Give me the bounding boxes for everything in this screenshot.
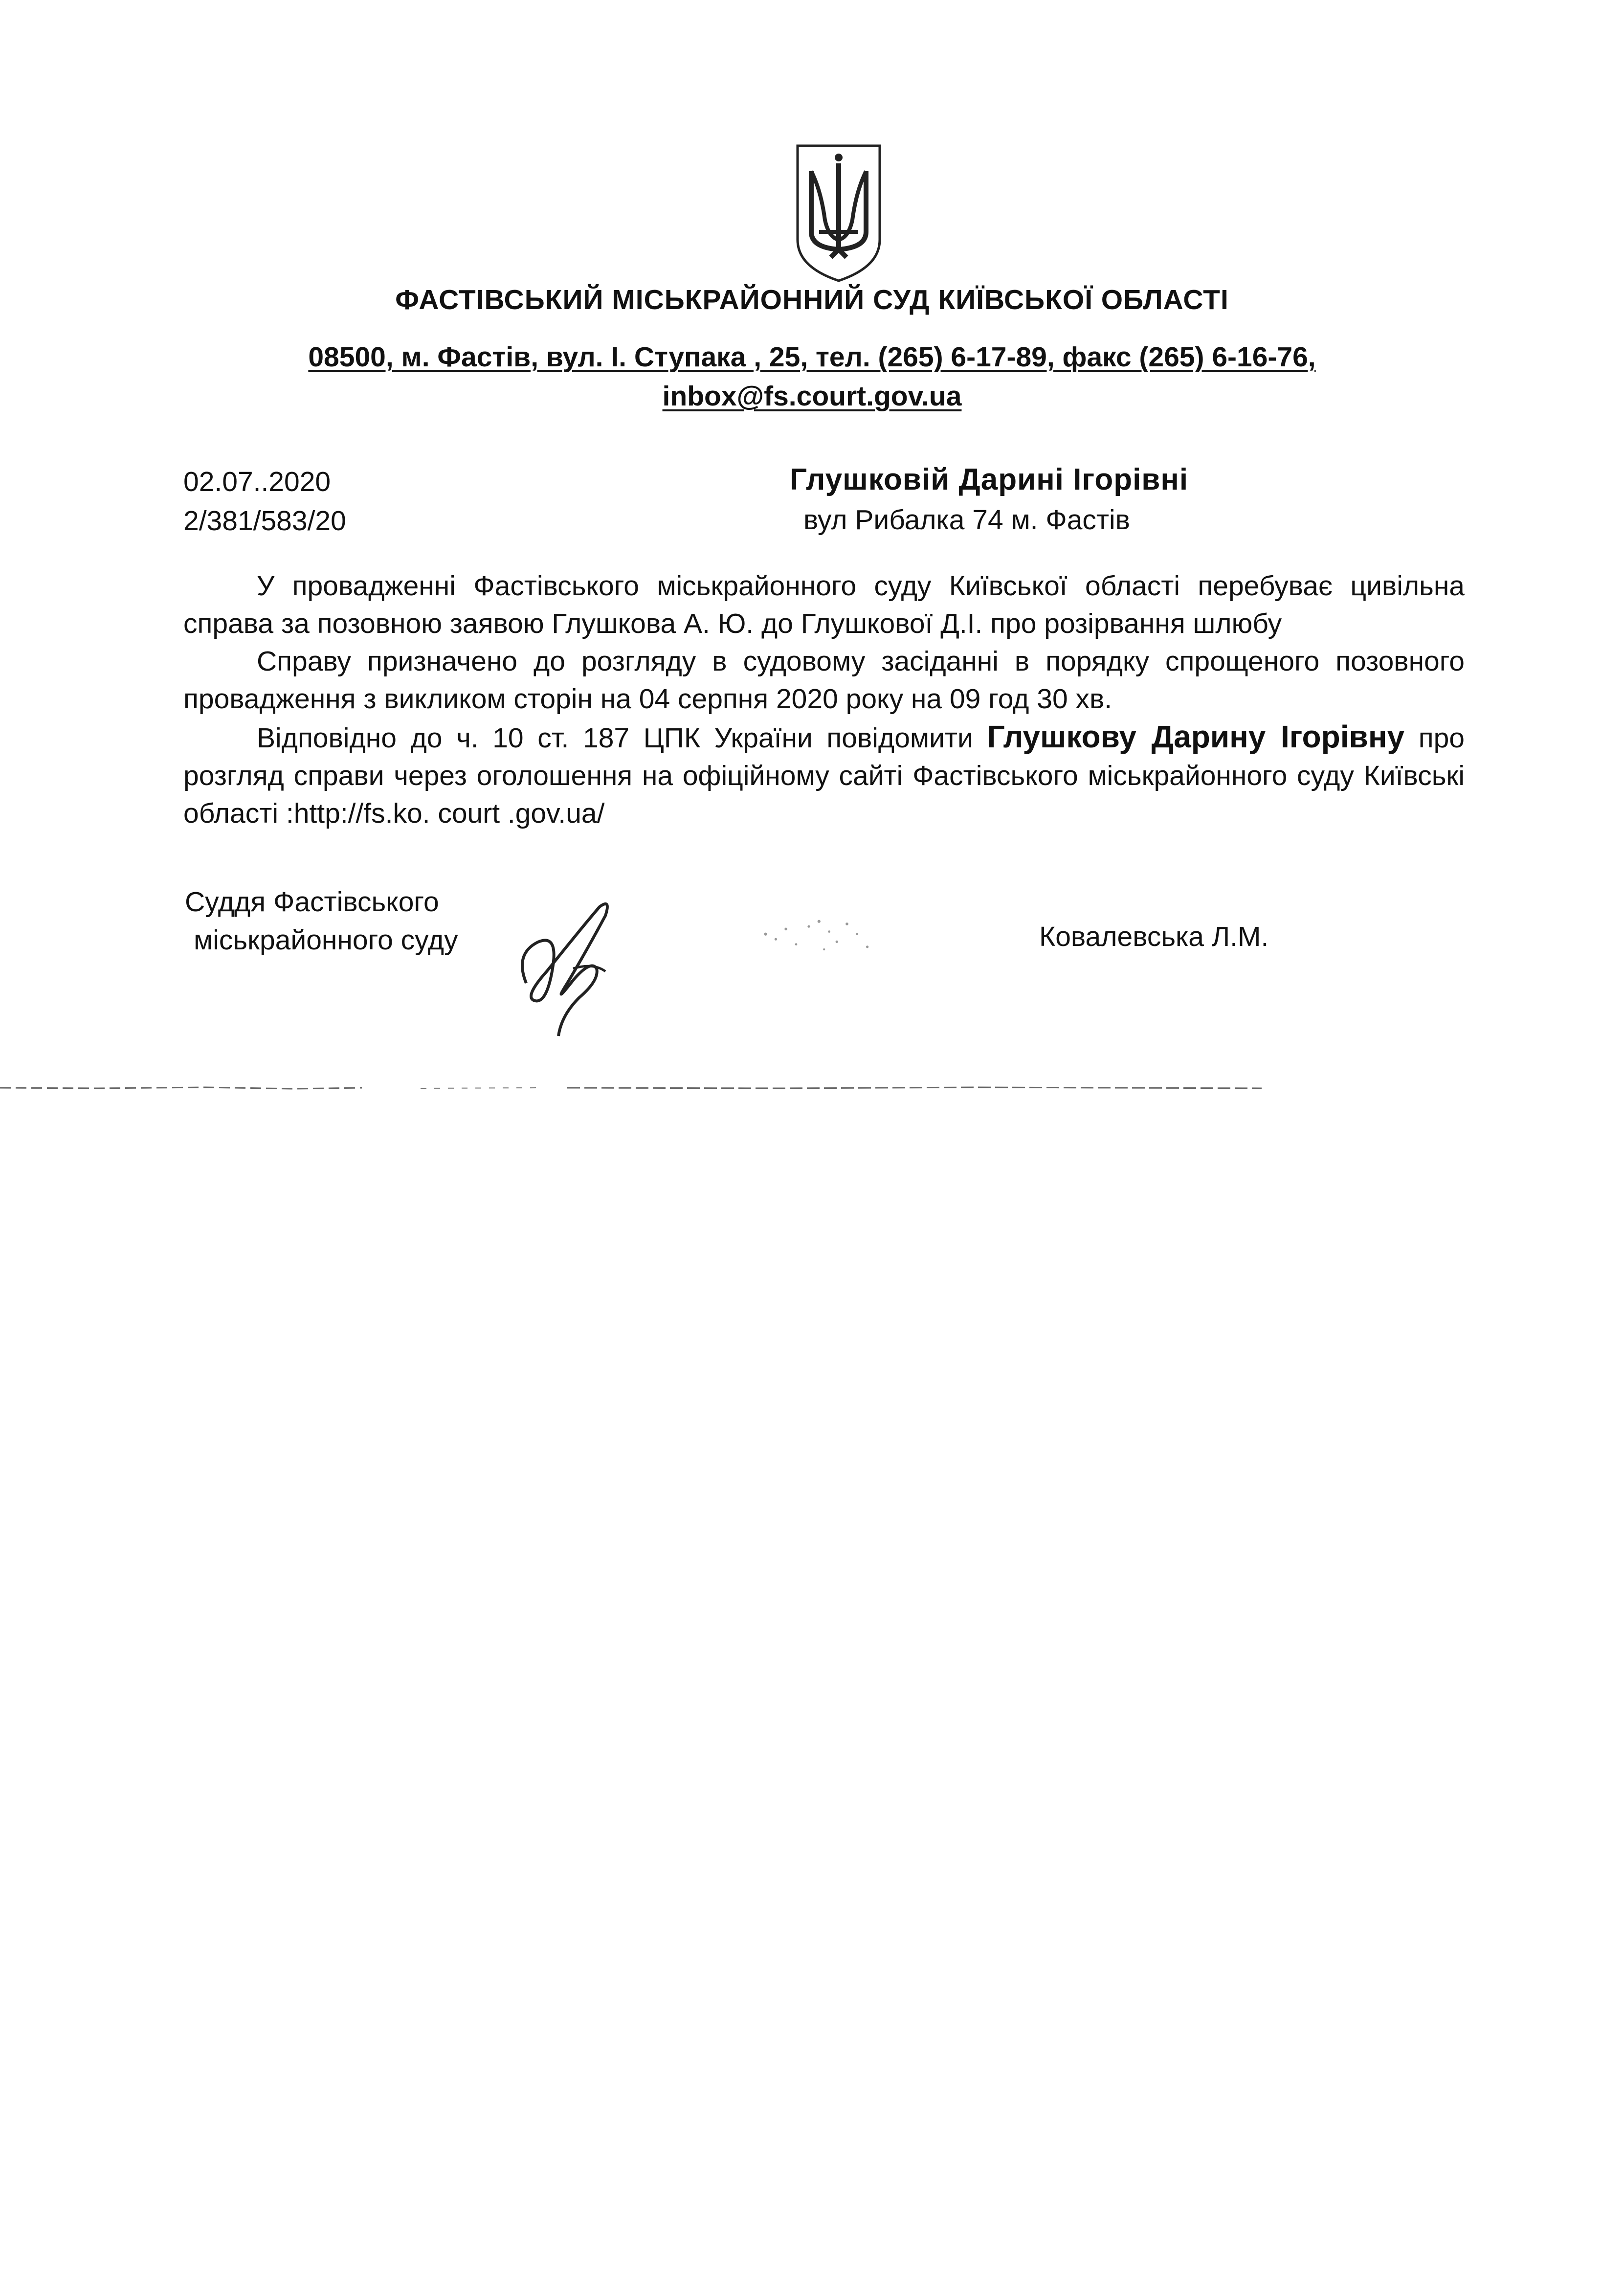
faint-stamp-marks	[758, 910, 885, 964]
addressee-name: Глушковій Дарині Ігорівні	[790, 463, 1189, 496]
letter-body	[183, 567, 1465, 832]
court-address	[0, 337, 1624, 416]
letter-meta	[183, 462, 346, 540]
judge-title-line-1: Суддя Фастівського	[185, 886, 439, 918]
body-paragraph-3-end: про розгляд справи через оголошення на офіційному сайті Фастівського міськрайонного суду Київські області :http://fs.ko. court .gov.ua/	[183, 722, 1465, 829]
judge-title	[185, 883, 458, 959]
addressee-address: вул Рибалка 74 м. Фастів	[803, 504, 1130, 536]
case-number: 2/381/583/20	[183, 505, 346, 537]
body-paragraph-2: Справу призначено до розгляду в судовому засіданні в порядку спрощеного позовного провадження з викликом сторін на 04 серпня 2020 року на 09 год 30 хв.	[183, 646, 1465, 715]
court-address-line: 08500, м. Фастів, вул. І. Ступака , 25, тел. (265) 6-17-89, факс (265) 6-16-76,	[308, 341, 1316, 373]
body-paragraph-1: У провадженні Фастівського міськрайонного суду Київської області перебуває цивільна справа за позовною заявою Глушкова А. Ю. до Глушкової Д.І. про розірвання шлюбу	[183, 570, 1465, 639]
addressee-name-bold: Глушкову Дарину Ігорівну	[987, 719, 1405, 754]
body-paragraph-3-start: Відповідно до ч. 10 ст. 187 ЦПК України повідомити	[257, 722, 987, 754]
court-name-heading: ФАСТІВСЬКИЙ МІСЬКРАЙОННИЙ СУД КИЇВСЬКОЇ ОБЛАСТІ	[395, 284, 1229, 315]
letter-date: 02.07..2020	[183, 466, 331, 497]
trident-emblem-icon	[790, 142, 888, 284]
body-paragraph-3	[183, 718, 1465, 832]
court-email: inbox@fs.court.gov.ua	[662, 381, 962, 412]
scan-edge-line	[0, 1081, 1271, 1096]
handwritten-signature	[509, 895, 655, 1042]
judge-name: Ковалевська Л.М.	[1039, 921, 1269, 952]
addressee-block	[790, 460, 1188, 540]
judge-title-line-2: міськрайонного суду	[194, 924, 458, 956]
